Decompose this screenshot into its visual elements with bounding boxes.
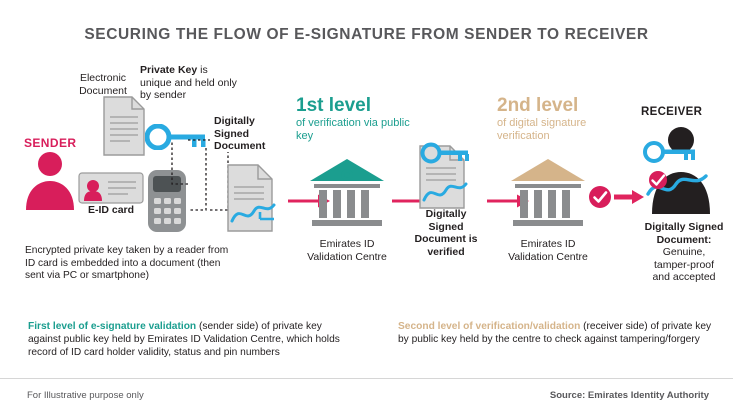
footnote-right-highlight: Second level of verification/validation [398, 321, 581, 332]
bank-building-icon-2 [507, 155, 589, 233]
first-level-heading [296, 95, 416, 143]
encrypted-private-key-note: Encrypted private key taken by a reader from ID card is embedded into a document (then sent via PC or smartphone) [25, 245, 229, 282]
second-level-subtitle: of digital signature verification [497, 117, 587, 142]
private-key-label-bold: Private Key [140, 64, 198, 76]
footnote-left-highlight: First level of e-signature validation [28, 321, 197, 332]
first-level-subtitle: of verification via public key [296, 117, 410, 142]
verified-arrow-group [588, 183, 644, 215]
receiver-label: RECEIVER [641, 106, 703, 118]
validation-centre-label-2: Emirates ID Validation Centre [508, 238, 588, 263]
electronic-document-label: Electronic Document [79, 72, 127, 97]
digitally-signed-document-label-2: Digitally Signed Document is verified [414, 208, 478, 258]
second-level-title: 2nd level [497, 95, 579, 116]
digitally-signed-document-label-3-bold: Digitally Signed Document: [644, 221, 724, 246]
receiver-person-icon [640, 122, 722, 218]
second-level-heading [497, 95, 622, 143]
private-key-label-rest: is unique and held only by sender [140, 64, 237, 101]
page-title: SECURING THE FLOW OF E-SIGNATURE FROM SENDER TO RECEIVER [84, 26, 649, 43]
bank-building-icon-1 [306, 155, 388, 233]
sender-label: SENDER [24, 136, 77, 150]
source-note: Source: Emirates Identity Authority [549, 390, 709, 401]
footnote-right-rest: (receiver side) of private key by public key held by the centre to check against tampering/forgery [398, 321, 712, 345]
digitally-signed-document-label-3 [644, 221, 724, 284]
validation-centre-label-1: Emirates ID Validation Centre [307, 238, 387, 263]
footnote-first-level [28, 320, 346, 359]
digitally-signed-document-label-1: Digitally Signed Document [214, 115, 266, 152]
digitally-signed-document-label-3-rest: Genuine, tamper-proof and accepted [652, 246, 716, 283]
illustrative-note: For Illustrative purpose only [27, 390, 144, 401]
footnote-left-rest: (sender side) of private key against public key held by Emirates ID Validation Centre, which holds record of ID card holder validity, status and pin numbers [28, 321, 340, 358]
footer-divider [0, 378, 733, 379]
footnote-second-level [398, 320, 718, 346]
digitally-signed-document-icon-1 [224, 163, 280, 235]
digitally-signed-document-icon-2 [414, 138, 476, 210]
eid-card-label: E-ID card [87, 204, 135, 216]
first-level-title: 1st level [296, 95, 371, 116]
